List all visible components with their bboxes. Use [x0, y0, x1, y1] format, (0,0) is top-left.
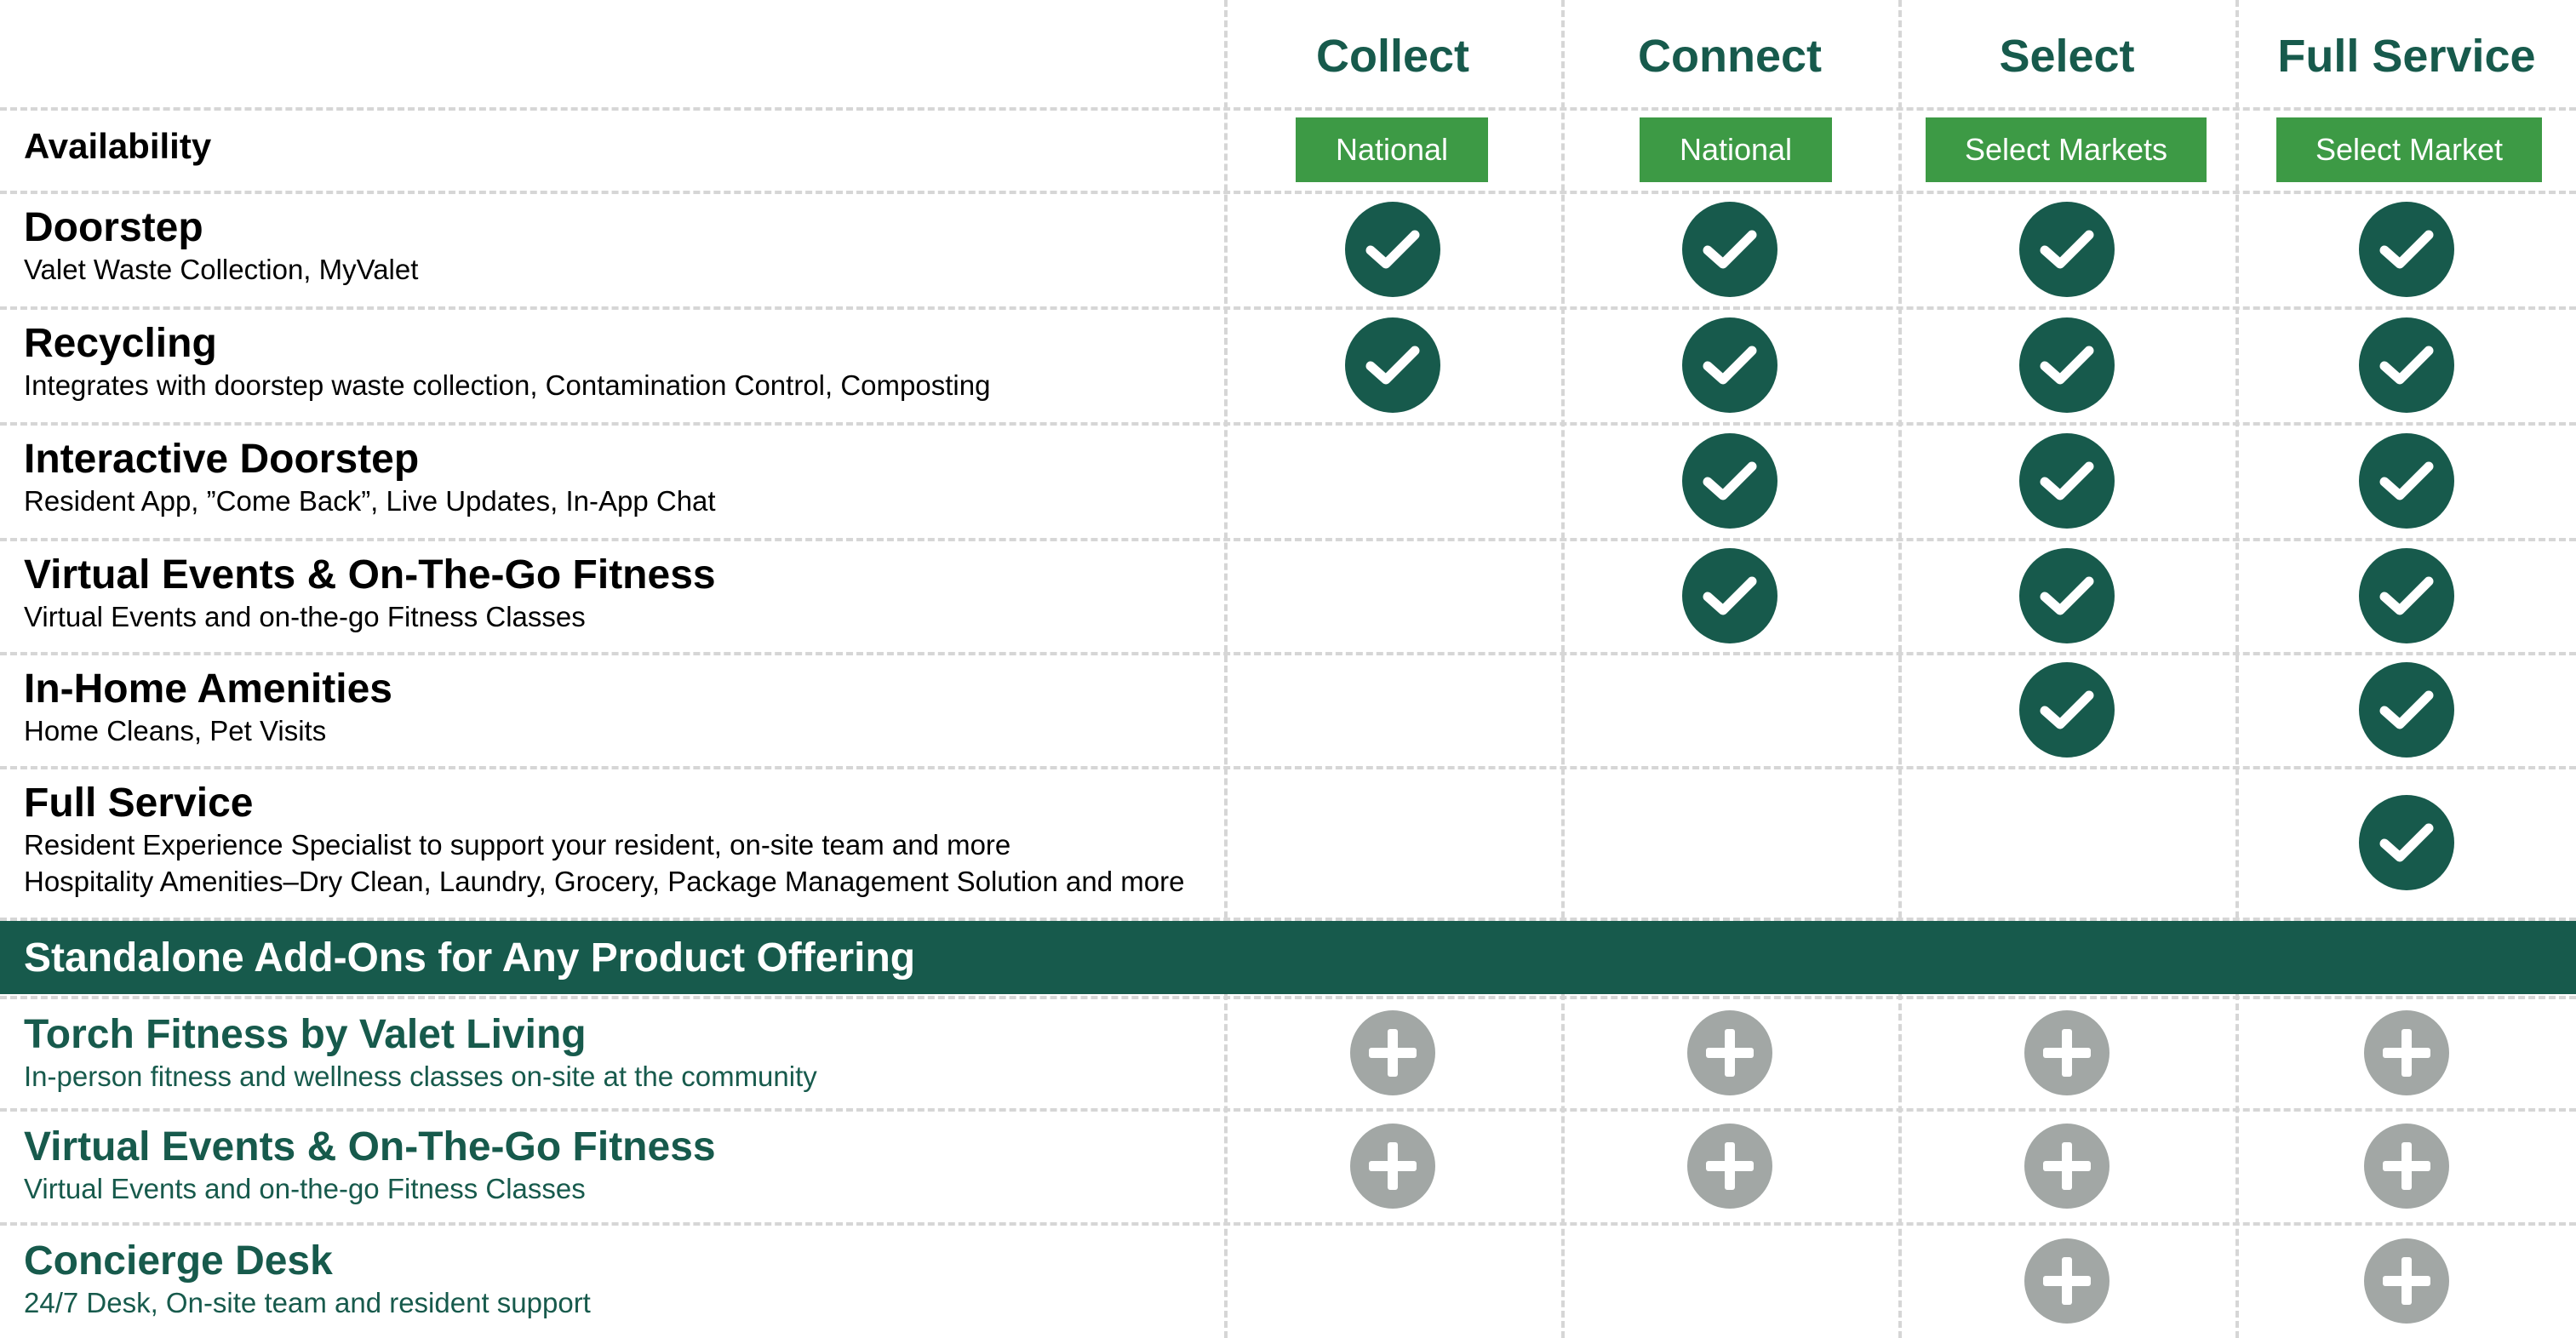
feature-title: Virtual Events & On-The-Go Fitness [24, 552, 716, 598]
feature-cell-full-service [2356, 192, 2458, 306]
addon-row-concierge-desk [0, 1224, 2576, 1338]
feature-cell-full-service [2356, 540, 2458, 652]
feature-description: Resident Experience Specialist to support your resident, on-site team and more [24, 828, 1011, 861]
addon-description: Virtual Events and on-the-go Fitness Classes [24, 1172, 586, 1204]
availability-label: Availability [24, 126, 212, 166]
check-circle-icon [2359, 662, 2454, 758]
check-circle-icon [2019, 662, 2115, 758]
feature-cell-connect [1679, 540, 1781, 652]
addon-title: Concierge Desk [24, 1238, 333, 1284]
feature-cell-select [2016, 308, 2118, 422]
addon-cell-full-service [2356, 1224, 2458, 1338]
feature-cell-collect [1342, 192, 1444, 306]
feature-cell-select [2016, 424, 2118, 538]
feature-description: Integrates with doorstep waste collection, Contamination Control, Composting [24, 369, 991, 401]
availability-badge-select: Select Markets [1926, 117, 2207, 182]
feature-label [24, 206, 418, 288]
feature-title: In-Home Amenities [24, 666, 392, 712]
feature-cell-full-service [2356, 768, 2458, 918]
check-circle-icon [2019, 548, 2115, 643]
feature-row-in-home-amenities [0, 654, 2576, 766]
row-divider [0, 107, 2576, 111]
plus-circle-icon [2024, 1238, 2109, 1324]
feature-description: Home Cleans, Pet Visits [24, 714, 327, 746]
plan-header-full-service: Full Service [2277, 31, 2536, 82]
addon-cell-select [2016, 998, 2118, 1108]
feature-description: Hospitality Amenities–Dry Clean, Laundry, Grocery, Package Management Solution and more [24, 866, 1185, 898]
check-circle-icon [2019, 433, 2115, 529]
feature-label [24, 781, 1184, 901]
check-circle-icon [2359, 433, 2454, 529]
check-circle-icon [1682, 548, 1777, 643]
addons-banner-title: Standalone Add-Ons for Any Product Offering [24, 935, 916, 981]
feature-row-full-service [0, 768, 2576, 918]
check-circle-icon [2359, 795, 2454, 890]
feature-cell-full-service [2356, 308, 2458, 422]
plus-circle-icon [2364, 1238, 2449, 1324]
feature-description: Resident App, ”Come Back”, Live Updates, In-App Chat [24, 484, 716, 517]
availability-row-label [24, 126, 211, 167]
feature-row-doorstep [0, 192, 2576, 306]
addon-cell-connect [1679, 1110, 1781, 1222]
feature-label [24, 437, 716, 519]
plus-circle-icon [1687, 1124, 1772, 1209]
feature-cell-collect [1342, 308, 1444, 422]
addon-label [24, 1125, 716, 1207]
addon-row-virtual-events-on-the-go-fitness [0, 1110, 2576, 1222]
addon-description: 24/7 Desk, On-site team and resident support [24, 1286, 591, 1318]
availability-badge-connect: National [1640, 117, 1832, 182]
feature-title: Full Service [24, 780, 254, 826]
addon-row-torch-fitness-by-valet-living [0, 998, 2576, 1108]
feature-title: Doorstep [24, 205, 203, 250]
addon-cell-collect [1342, 1110, 1444, 1222]
check-circle-icon [1345, 202, 1440, 297]
feature-cell-connect [1679, 308, 1781, 422]
plus-circle-icon [2024, 1124, 2109, 1209]
addon-cell-connect [1679, 998, 1781, 1108]
check-circle-icon [1682, 433, 1777, 529]
check-circle-icon [2359, 202, 2454, 297]
check-circle-icon [2019, 317, 2115, 413]
plan-header-select: Select [1999, 31, 2135, 82]
feature-cell-connect [1679, 424, 1781, 538]
feature-row-recycling [0, 308, 2576, 422]
feature-cell-connect [1679, 192, 1781, 306]
plus-circle-icon [2364, 1124, 2449, 1209]
addon-cell-full-service [2356, 1110, 2458, 1222]
feature-cell-full-service [2356, 424, 2458, 538]
plus-circle-icon [2024, 1010, 2109, 1095]
check-circle-icon [2019, 202, 2115, 297]
plus-circle-icon [1350, 1010, 1435, 1095]
feature-label [24, 667, 392, 749]
availability-badge-collect: National [1296, 117, 1488, 182]
feature-label [24, 322, 990, 403]
feature-title: Recycling [24, 321, 217, 366]
feature-description: Virtual Events and on-the-go Fitness Classes [24, 600, 586, 632]
feature-description: Valet Waste Collection, MyValet [24, 253, 419, 285]
plus-circle-icon [2364, 1010, 2449, 1095]
addon-title: Torch Fitness by Valet Living [24, 1012, 587, 1057]
plus-circle-icon [1687, 1010, 1772, 1095]
addons-banner [0, 921, 2576, 994]
addon-cell-select [2016, 1224, 2118, 1338]
feature-title: Interactive Doorstep [24, 437, 420, 482]
feature-cell-full-service [2356, 654, 2458, 766]
availability-badge-full-service: Select Market [2276, 117, 2542, 182]
addon-description: In-person fitness and wellness classes on-site at the community [24, 1060, 817, 1092]
feature-row-interactive-doorstep [0, 424, 2576, 538]
feature-row-virtual-events-on-the-go-fitness [0, 540, 2576, 652]
check-circle-icon [1682, 202, 1777, 297]
feature-cell-select [2016, 540, 2118, 652]
plus-circle-icon [1350, 1124, 1435, 1209]
feature-cell-select [2016, 192, 2118, 306]
addon-cell-select [2016, 1110, 2118, 1222]
plan-header-connect: Connect [1638, 31, 1822, 82]
check-circle-icon [2359, 548, 2454, 643]
addon-label [24, 1013, 817, 1095]
feature-label [24, 553, 716, 635]
check-circle-icon [1682, 317, 1777, 413]
check-circle-icon [1345, 317, 1440, 413]
feature-cell-select [2016, 654, 2118, 766]
plan-header-collect: Collect [1315, 31, 1470, 82]
addon-label [24, 1239, 591, 1321]
addon-cell-collect [1342, 998, 1444, 1108]
addon-title: Virtual Events & On-The-Go Fitness [24, 1124, 716, 1169]
check-circle-icon [2359, 317, 2454, 413]
addon-cell-full-service [2356, 998, 2458, 1108]
